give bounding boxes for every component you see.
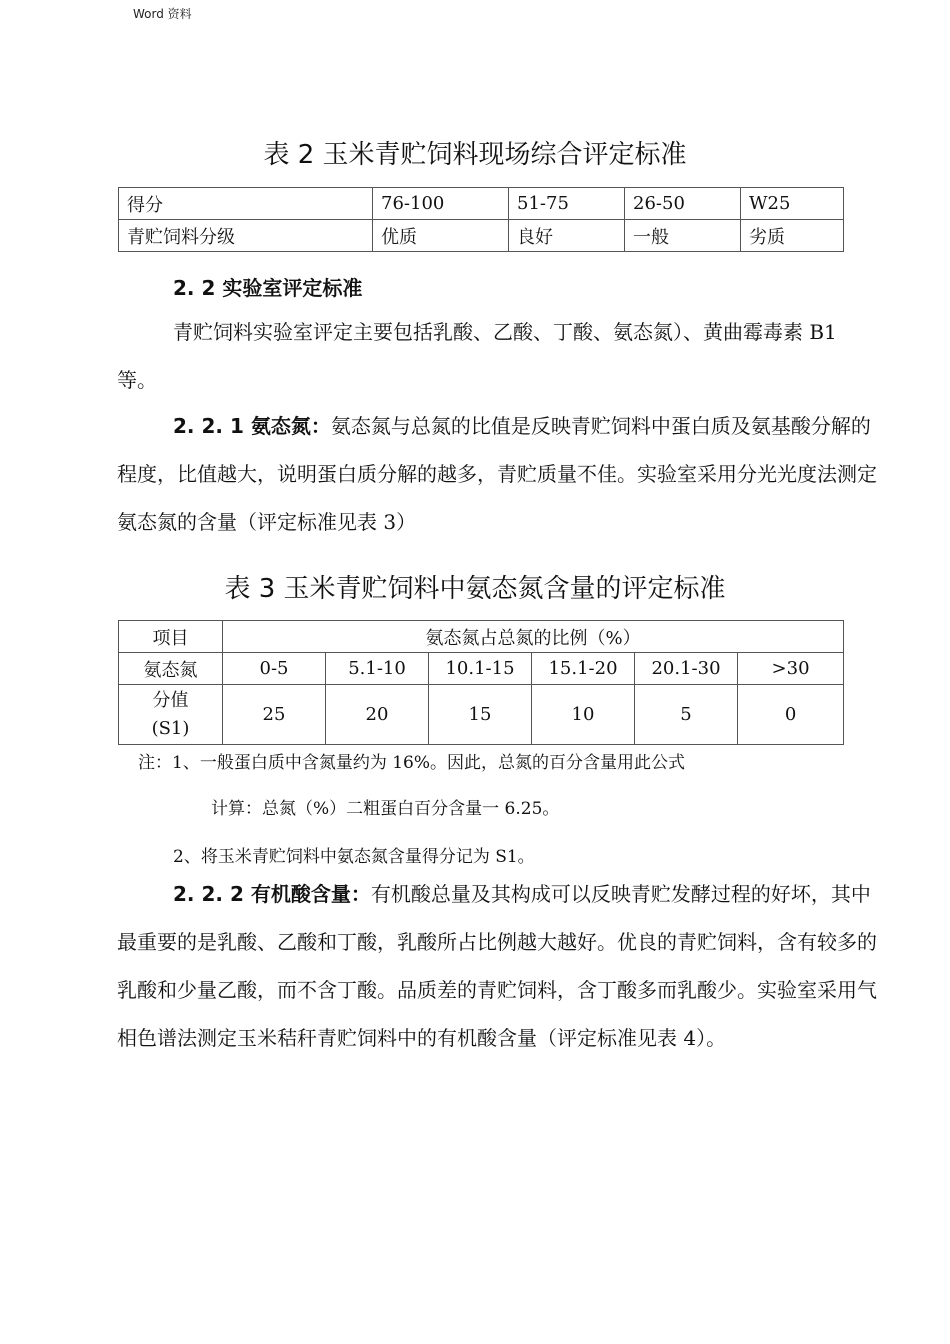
- table3-cell: 10: [532, 685, 635, 745]
- table3-row-score: [119, 685, 844, 745]
- section-2-2-1-paragraph: [117, 402, 877, 546]
- table3-row2-label-b: (S1): [151, 717, 190, 739]
- table2-cell: 良好: [509, 220, 625, 252]
- section-2-2-2-lead: 2. 2. 2 有机酸含量：: [173, 882, 371, 906]
- table2-cell: 劣质: [741, 220, 844, 252]
- table2-cell: W25: [741, 188, 844, 220]
- section-2-2-2-text: 有机酸总量及其构成可以反映青贮发酵过程的好坏，其中最重要的是乳酸、乙酸和丁酸，乳酸所占比例越大越好。优良的青贮饲料，含有较多的乳酸和少量乙酸，而不含丁酸。品质差的青贮饲料，含丁酸多而乳酸少。实验室采用气相色谱法测定玉米秸秆青贮饲料中的有机酸含量（评定标准见表 4）。: [117, 882, 877, 1050]
- table3-cell: 5.1-10: [326, 653, 429, 685]
- table3-cell: >30: [738, 653, 844, 685]
- table3-cell: 15: [429, 685, 532, 745]
- section-2-2-2-paragraph: [117, 870, 877, 1062]
- table2-row-grade: [119, 220, 844, 252]
- note-1: 注：1、一般蛋白质中含氮量约为 16%。因此，总氮的百分含量用此公式: [138, 753, 686, 773]
- table3-cell: 15.1-20: [532, 653, 635, 685]
- table3-row1-label: 氨态氮: [119, 653, 223, 685]
- table3-cell: 10.1-15: [429, 653, 532, 685]
- table3-cell: 25: [223, 685, 326, 745]
- section-2-2-1-text: 氨态氮与总氮的比值是反映青贮饲料中蛋白质及氨基酸分解的程度，比值越大，说明蛋白质分解的越多，青贮质量不佳。实验室采用分光光度法测定氨态氮的含量（评定标准见表 3）: [117, 414, 877, 534]
- table3-cell: 5: [635, 685, 738, 745]
- table3-header-span: 氨态氮占总氮的比例（%）: [223, 621, 844, 653]
- table2-cell: 51-75: [509, 188, 625, 220]
- table2-cell: 得分: [119, 188, 373, 220]
- table3-row2-label: [119, 685, 223, 745]
- table3-header-label: 项目: [119, 621, 223, 653]
- table3: [118, 620, 844, 745]
- table2-cell: 76-100: [373, 188, 509, 220]
- table3-title: 表 3 玉米青贮饲料中氨态氮含量的评定标准: [224, 574, 726, 604]
- table3-header-row: [119, 621, 844, 653]
- table3-cell: 20: [326, 685, 429, 745]
- section-2-2-1-lead: 2. 2. 1 氨态氮：: [173, 414, 331, 438]
- note-1-formula: 计算：总氮（%）二粗蛋白百分含量一 6.25。: [211, 799, 560, 819]
- table2: [118, 187, 844, 252]
- table3-cell: 0-5: [223, 653, 326, 685]
- table3-row2-label-a: 分值: [152, 689, 189, 711]
- table2-cell: 一般: [625, 220, 741, 252]
- table2-cell: 青贮饲料分级: [119, 220, 373, 252]
- table2-title: 表 2 玉米青贮饲料现场综合评定标准: [263, 140, 687, 170]
- table3-cell: 0: [738, 685, 844, 745]
- section-2-2-text: 青贮饲料实验室评定主要包括乳酸、乙酸、丁酸、氨态氮）、黄曲霉毒素 B1 等。: [117, 320, 837, 392]
- table2-cell: 26-50: [625, 188, 741, 220]
- table2-cell: 优质: [373, 220, 509, 252]
- section-2-2-body: [117, 308, 877, 404]
- table3-row-ammonia: [119, 653, 844, 685]
- note-2: 2、将玉米青贮饲料中氨态氮含量得分记为 S1。: [173, 847, 535, 867]
- header-mark: Word 资料: [133, 7, 192, 21]
- section-2-2-heading: 2. 2 实验室评定标准: [173, 276, 363, 300]
- table2-row-score: [119, 188, 844, 220]
- table3-cell: 20.1-30: [635, 653, 738, 685]
